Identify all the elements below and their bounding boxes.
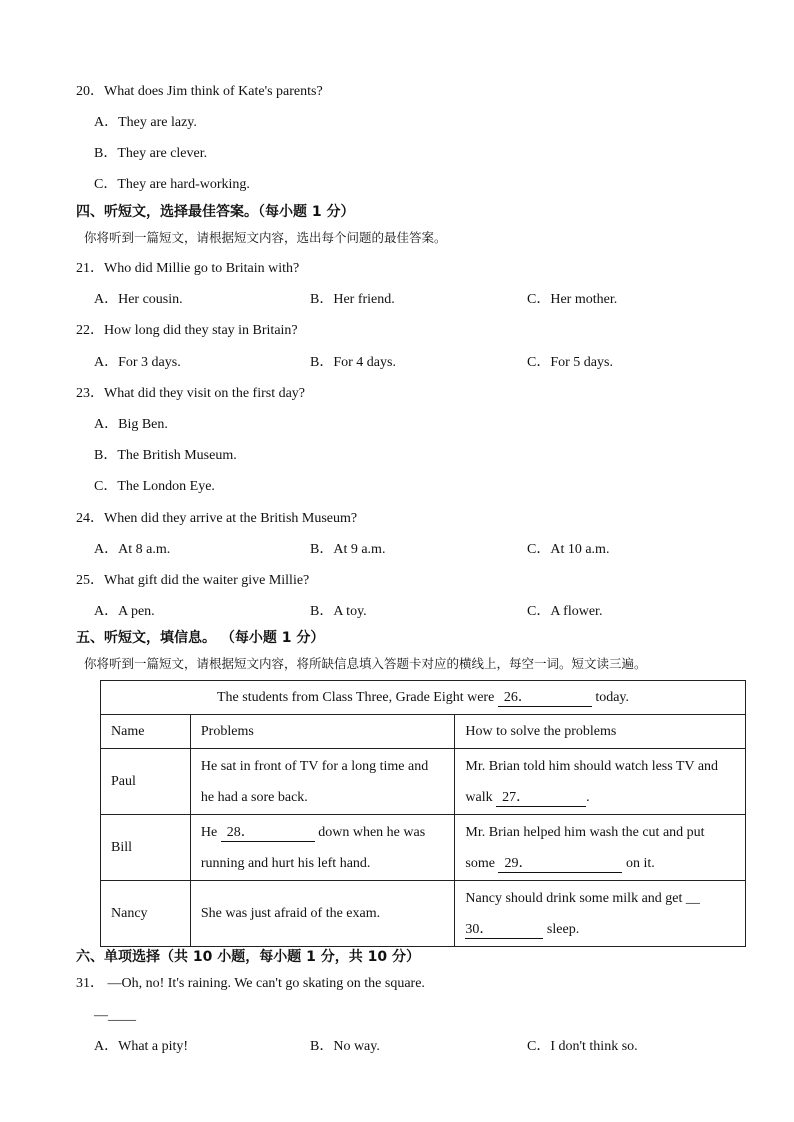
section-6-heading: 六、单项选择（共 10 小题，每小题 1 分，共 10 分）: [76, 949, 420, 965]
header-problems: Problems: [190, 715, 455, 749]
question-23-option-c: C．The London Eye.: [94, 479, 215, 494]
question-21-stem: 21．Who did Millie go to Britain with?: [76, 261, 300, 276]
question-23-option-b: B．The British Museum.: [94, 448, 237, 463]
question-21-option-a: A．Her cousin.: [94, 292, 183, 307]
question-31-stem: 31． —Oh, no! It's raining. We can't go skating on the square.: [76, 976, 425, 991]
question-25-option-a: A．A pen.: [94, 604, 155, 619]
header-name: Name: [101, 715, 191, 749]
question-24-stem: 24．When did they arrive at the British Museum?: [76, 511, 358, 526]
question-24-option-c: C．At 10 a.m.: [527, 542, 610, 557]
blank-26[interactable]: 26．: [498, 690, 592, 707]
cell-name-nancy: Nancy: [101, 881, 191, 947]
question-22-option-a: A．For 3 days.: [94, 355, 181, 370]
blank-28[interactable]: 28．: [221, 825, 315, 842]
blank-29[interactable]: 29．: [498, 856, 622, 873]
question-25-option-c: C．A flower.: [527, 604, 603, 619]
question-24-option-a: A．At 8 a.m.: [94, 542, 171, 557]
section-5-heading: 五、听短文，填信息。 （每小题 1 分）: [76, 630, 325, 646]
question-22-option-b: B．For 4 days.: [310, 355, 396, 370]
cell-solution-nancy: Nancy should drink some milk and get __ 30． sleep.: [455, 881, 746, 947]
table-row: [101, 681, 746, 715]
header-solutions: How to solve the problems: [455, 715, 746, 749]
cell-name-paul: Paul: [101, 749, 191, 815]
question-20-option-a: A．They are lazy.: [94, 115, 197, 130]
question-31-option-a: A．What a pity!: [94, 1039, 189, 1054]
question-20-option-b: B．They are clever.: [94, 146, 208, 161]
table-row: [101, 815, 746, 881]
cell-solution-paul: Mr. Brian told him should watch less TV and walk 27． .: [455, 749, 746, 815]
question-21-option-b: B．Her friend.: [310, 292, 395, 307]
table-title: The students from Class Three, Grade Eight were 26． today.: [101, 681, 746, 715]
question-20-stem: 20．What does Jim think of Kate's parents?: [76, 84, 323, 99]
question-31-option-c: C．I don't think so.: [527, 1039, 638, 1054]
blank-30[interactable]: 30．: [465, 922, 543, 939]
cell-problem-nancy: She was just afraid of the exam.: [190, 881, 455, 947]
cell-problem-bill: He 28． down when he was running and hurt his left hand.: [190, 815, 455, 881]
question-21-option-c: C．Her mother.: [527, 292, 618, 307]
question-23-option-a: A．Big Ben.: [94, 417, 168, 432]
question-31-reply: —____: [94, 1008, 136, 1023]
question-25-stem: 25．What gift did the waiter give Millie?: [76, 573, 310, 588]
info-table: [100, 680, 746, 947]
question-23-stem: 23．What did they visit on the first day?: [76, 386, 306, 401]
question-31-option-b: B．No way.: [310, 1039, 380, 1054]
section-4-instruction: 你将听到一篇短文，请根据短文内容，选出每个问题的最佳答案。: [84, 230, 447, 245]
question-25-option-b: B．A toy.: [310, 604, 367, 619]
table-row: [101, 715, 746, 749]
section-4-heading: 四、听短文，选择最佳答案。（每小题 1 分）: [76, 204, 355, 220]
cell-problem-paul: He sat in front of TV for a long time and he had a sore back.: [190, 749, 455, 815]
table-row: [101, 749, 746, 815]
question-20-option-c: C．They are hard-working.: [94, 177, 250, 192]
cell-solution-bill: Mr. Brian helped him wash the cut and put some 29． on it.: [455, 815, 746, 881]
section-5-instruction: 你将听到一篇短文，请根据短文内容，将所缺信息填入答题卡对应的横线上，每空一词。短文读三遍。: [84, 656, 647, 671]
blank-27[interactable]: 27．: [496, 790, 586, 807]
table-row: [101, 881, 746, 947]
cell-name-bill: Bill: [101, 815, 191, 881]
question-24-option-b: B．At 9 a.m.: [310, 542, 386, 557]
question-22-stem: 22．How long did they stay in Britain?: [76, 323, 298, 338]
question-22-option-c: C．For 5 days.: [527, 355, 613, 370]
